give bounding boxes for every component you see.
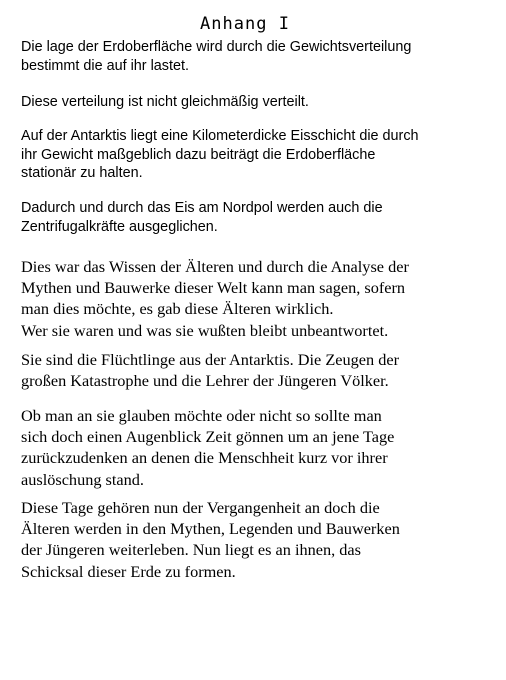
text-line: auslöschung stand.	[21, 469, 144, 489]
text-line: sich doch einen Augenblick Zeit gönnen um an jene Tage	[21, 427, 395, 447]
paragraph-gewichtsverteilung	[21, 38, 481, 75]
paragraph-nordpol	[21, 199, 481, 236]
text-line: Sie sind die Flüchtlinge aus der Antarktis. Die Zeugen der	[21, 350, 400, 369]
text-line: Diese Tage gehören nun der Vergangenheit an doch die	[21, 498, 380, 517]
text-line: Auf der Antarktis liegt eine Kilometerdicke Eisschicht die durch	[21, 128, 419, 144]
text-line: ihr Gewicht maßgeblich dazu beiträgt die Erdoberfläche	[21, 146, 376, 163]
text-line: Diese verteilung ist nicht gleichmäßig verteilt.	[21, 94, 309, 110]
text-line: bestimmt die auf ihr lastet.	[21, 57, 189, 74]
paragraph-wissen-der-aelteren	[21, 256, 491, 341]
paragraph-verteilung	[21, 93, 481, 112]
text-line: Ob man an sie glauben möchte oder nicht so sollte man	[21, 406, 382, 425]
text-line: stationär zu halten.	[21, 165, 143, 181]
text-line: zurückzudenken an denen die Menschheit kurz vor ihrer	[21, 448, 388, 468]
paragraph-fluechtlinge	[21, 349, 491, 391]
paragraph-augenblick	[21, 405, 491, 490]
text-line: Die lage der Erdoberfläche wird durch die Gewichtsverteilung	[21, 39, 412, 55]
text-line: Älteren werden in den Mythen, Legenden und Bauwerken	[21, 519, 400, 539]
text-line: man dies möchte, es gab diese Älteren wirklich.	[21, 299, 334, 319]
text-line: Wer sie waren und was sie wußten bleibt unbeantwortet.	[21, 320, 389, 340]
paragraph-vergangenheit	[21, 497, 491, 582]
text-line: großen Katastrophe und die Lehrer der Jüngeren Völker.	[21, 371, 389, 391]
text-line: Schicksal dieser Erde zu formen.	[21, 561, 236, 581]
text-line: Mythen und Bauwerke dieser Welt kann man sagen, sofern	[21, 278, 406, 298]
text-line: Dies war das Wissen der Älteren und durch die Analyse der	[21, 257, 409, 276]
text-line: Dadurch und durch das Eis am Nordpol werden auch die	[21, 200, 383, 216]
text-line: der Jüngeren weiterleben. Nun liegt es an ihnen, das	[21, 540, 361, 560]
page-title: Anhang I	[200, 14, 290, 34]
paragraph-antarktis-eisschicht	[21, 127, 481, 183]
text-line: Zentrifugalkräfte ausgeglichen.	[21, 218, 218, 235]
